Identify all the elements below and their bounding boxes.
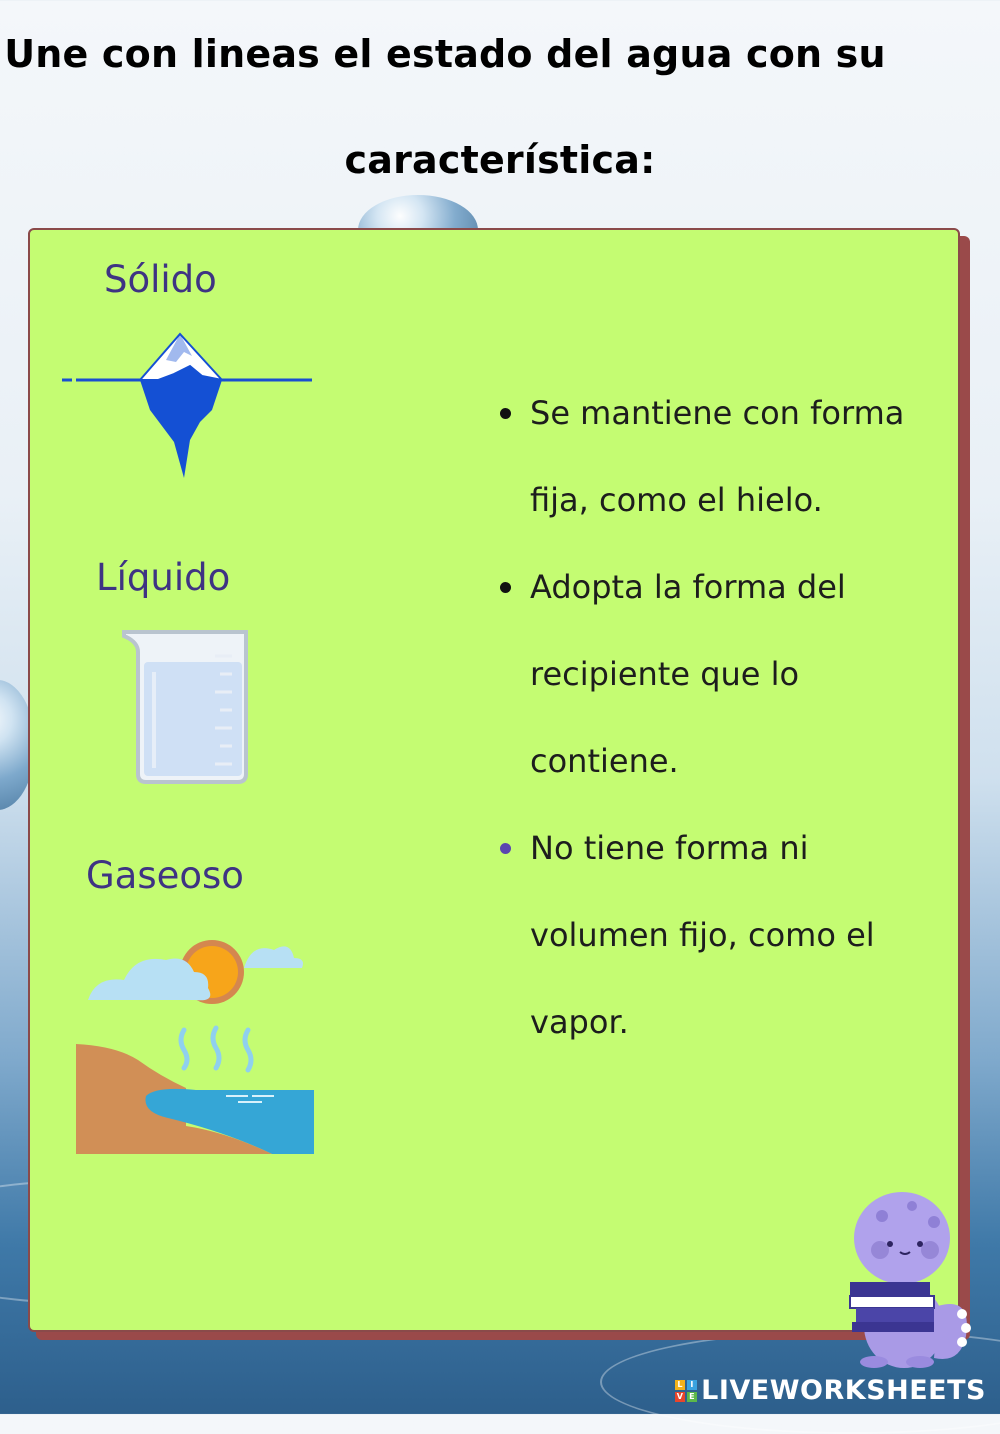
beaker-icon [120,628,254,786]
characteristic-item-solid: Se mantiene con forma fija, como el hielo. [496,370,936,544]
characteristic-item-liquid: Adopta la forma del recipiente que lo contiene. [496,544,936,805]
bullet-dot [500,408,511,419]
bullet-dot [500,843,511,854]
characteristics-list [496,370,936,1066]
characteristic-item-gas: No tiene forma ni volumen fijo, como el vapor. [496,805,936,1066]
state-label-gas: Gaseoso [86,854,244,897]
worksheet-title-line-2: característica: [344,138,656,182]
worksheet-title-line-1: Une con lineas el estado del agua con su [4,32,886,76]
liveworksheets-logo-icon: L I V E [675,1380,697,1402]
state-label-liquid: Líquido [96,556,231,599]
state-label-solid: Sólido [104,258,217,301]
bullet-dot [500,582,511,593]
dinosaur-mascot-icon [842,1186,972,1368]
evaporation-icon [76,936,318,1158]
iceberg-icon [62,330,314,480]
liveworksheets-brand [675,1375,986,1406]
brand-text: LIVEWORKSHEETS [701,1375,986,1406]
